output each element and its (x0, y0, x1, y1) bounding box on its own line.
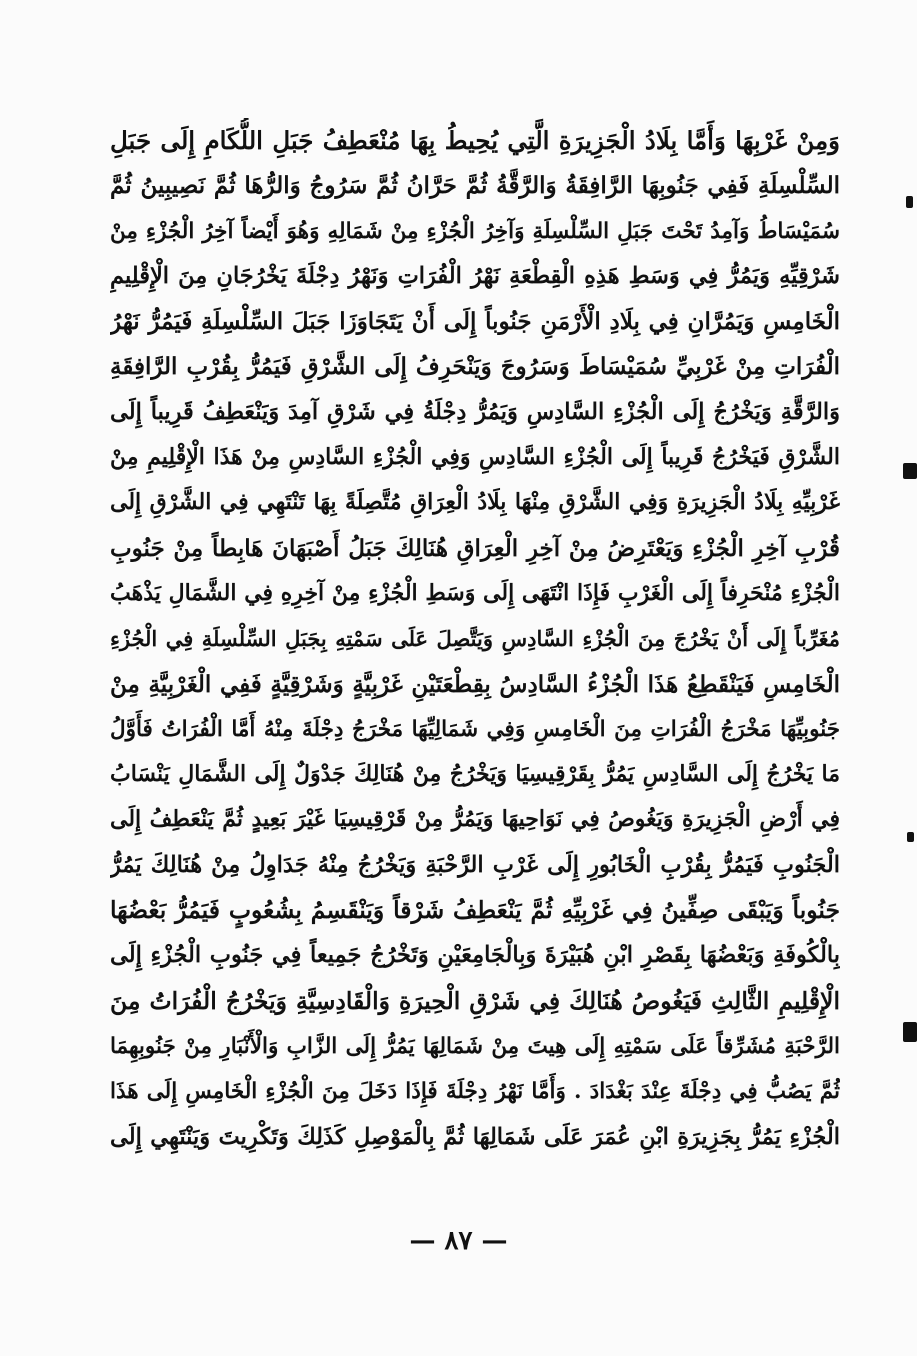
text-line: شَرْقِيِّهِ وَيَمُرُّ فِي وَسَطِ هَذِهِ الْقِطْعَةِ نَهْرُ الْفُرَاتِ وَنَهْرُ دِجْلَةَ يَخْرُجَانِ مِنَ الْإِقْلِيمِ (110, 262, 840, 289)
margin-mark (903, 1022, 917, 1042)
text-line: الرَّحْبَةِ مُشَرِّقاً عَلَى سَمْتِهِ إِلَى هِيتَ مِنْ شَمَالِهَا يَمُرُّ إِلَى الزَّابِ وَالْأَنْبَارِ مِنْ جَنُوبِهِمَا (110, 1033, 840, 1059)
body-text (110, 118, 840, 1160)
text-line: ثُمَّ يَصُبُّ فِي دِجْلَةَ عِنْدَ بَغْدَادَ . وَأَمَّا نَهْرُ دِجْلَةَ فَإِذَا دَخَلَ مِنَ الْجُزْءِ الْخَامِسِ إِلَى هَذَا (110, 1079, 840, 1105)
margin-mark (903, 463, 917, 479)
text-line: جَنُوباً وَيَبْقَى صِفِّينُ فِي غَرْبِيِّهِ ثُمَّ يَنْعَطِفُ شَرْقاً وَيَنْقَسِمُ بِشُعُوبٍ فَيَمُرُّ بَعْضُهَا (110, 896, 840, 925)
text-line: وَالرَّقَّةِ وَيَخْرُجُ إِلَى الْجُزْءِ السَّادِسِ وَيَمُرُّ دِجْلَةُ فِي شَرْقِ آمِدَ وَيَنْعَطِفُ قَرِيباً إِلَى (110, 398, 840, 425)
text-line: الْخَامِسِ وَيَمُرَّانِ فِي بِلَادِ الْأَرْمَنِ جَنُوباً إِلَى أَنْ يَتَجَاوَزَا جَبَلَ السِّلْسِلَةِ فَيَمُرُّ نَهْرُ (110, 308, 840, 336)
text-line: الْجُزْءِ مُنْحَرِفاً إِلَى الْغَرْبِ فَإِذَا انْتَهَى إِلَى وَسَطِ الْجُزْءِ مِنْ آخِرِهِ فِي الشَّمَالِ يَذْهَبُ (110, 579, 840, 606)
text-line: بِالْكُوفَةِ وَبَعْضُهَا بِقَصْرِ ابْنِ هُبَيْرَةَ وَبِالْجَامِعَيْنِ وَتَخْرُجُ جَمِيعاً فِي جَنُوبِ الْجُزْءِ إِلَى (110, 942, 840, 969)
text-line: الشَّرْقِ فَيَخْرُجُ قَرِيباً إِلَى الْجُزْءِ السَّادِسِ وَفِي الْجُزْءِ السَّادِسِ مِنْ هَذَا الْإِقْلِيمِ مِنْ (110, 444, 840, 471)
text-line: الْإِقْلِيمِ الثَّالِثِ فَيَغُوصُ هُنَالِكَ فِي شَرْقِ الْحِيرَةِ وَالْقَادِسِيَّةِ وَيَخْرُجُ الْفُرَاتُ مِنَ (110, 986, 840, 1015)
margin-mark (906, 196, 913, 208)
text-line: وَمِنْ غَرْبِهَا وَأَمَّا بِلَادُ الْجَزِيرَةِ الَّتِي يُحِيطُ بِهَا مُنْعَطِفُ جَبَلِ اللُّكَامِ إِلَى جَبَلِ (110, 126, 840, 155)
text-line: غَرْبِيِّهِ بِلَادُ الْجَزِيرَةِ وَفِي الشَّرْقِ مِنْهَا بِلَادُ الْعِرَاقِ مُتَّصِلَةً بِهَا تَنْتَهِي فِي الشَّرْقِ إِلَى (110, 489, 840, 516)
text-line: الْجُزْءِ يَمُرُّ بِجَزِيرَةِ ابْنِ عُمَرَ عَلَى شَمَالِهَا ثُمَّ بِالْمَوْصِلِ كَذَلِكَ وَتَكْرِيتَ وَيَنْتَهِي إِلَى (110, 1123, 840, 1150)
text-line: مَا يَخْرُجُ إِلَى السَّادِسِ يَمُرُّ بِقَرْقِيسِيَا وَيَخْرُجُ مِنْ هُنَالِكَ جَدْوَلٌ إِلَى الشَّمَالِ يَنْسَابُ (110, 761, 840, 788)
text-line: فِي أَرْضِ الْجَزِيرَةِ وَيَغُوصُ فِي نَوَاحِيهَا وَيَمُرُّ مِنْ قَرْقِيسِيَا غَيْرَ بَعِيدٍ ثُمَّ يَنْعَطِفُ إِلَى (110, 806, 840, 833)
text-line: الْفُرَاتِ مِنْ غَرْبِيِّ سُمَيْسَاطَ وَسَرُوجَ وَيَنْحَرِفُ إِلَى الشَّرْقِ فَيَمُرُّ بِقُرْبِ الرَّافِقَةِ (110, 353, 840, 381)
text-line: جَنُوبِيِّهَا مَخْرَجُ الْفُرَاتِ مِنَ الْخَامِسِ وَفِي شَمَالِيِّهَا مَخْرَجُ دِجْلَةَ مِنْهُ أَمَّا الْفُرَاتُ فَأَوَّلُ (110, 716, 840, 742)
margin-mark (907, 832, 914, 842)
text-line: سُمَيْسَاطُ وَآمِدُ تَحْتَ جَبَلِ السِّلْسِلَةِ وَآخِرُ الْجُزْءِ مِنْ شَمَالِهِ وَهُوَ أَيْضاً آخِرُ الْجُزْءِ مِنْ (110, 218, 840, 244)
text-line: مُغَرِّباً إِلَى أَنْ يَخْرُجَ مِنَ الْجُزْءِ السَّادِسِ وَيَتَّصِلَ عَلَى سَمْتِهِ بِجَبَلِ السِّلْسِلَةِ فِي الْجُزْءِ (110, 626, 840, 652)
text-line: السِّلْسِلَةِ فَفِي جَنُوبِهَا الرَّافِقَةُ وَالرَّقَّةُ ثُمَّ حَرَّانُ ثُمَّ سَرُوجُ وَالرُّهَا ثُمَّ نَصِيبِينُ ثُمَّ (110, 172, 840, 200)
text-line: الْجَنُوبِ فَيَمُرُّ بِقُرْبِ الْخَابُورِ إِلَى غَرْبِ الرَّحْبَةِ وَيَخْرُجُ مِنْهُ جَدَاوِلُ مِنْ هُنَالِكَ يَمُرُّ (110, 851, 840, 878)
text-line: الْخَامِسِ فَيَنْقَطِعُ هَذَا الْجُزْءُ السَّادِسُ بِقِطْعَتَيْنِ غَرْبِيَّةٍ وَشَرْقِيَّةٍ فَفِي الْغَرْبِيَّةِ مِنْ (110, 670, 840, 698)
text-line: قُرْبِ آخِرِ الْجُزْءِ وَيَعْتَرِضُ مِنْ آخِرِ الْعِرَاقِ هُنَالِكَ جَبَلُ أَصْبَهَانَ هَابِطاً مِنْ جَنُوبِ (110, 534, 840, 562)
page-number: — ٨٧ — (409, 1226, 508, 1256)
